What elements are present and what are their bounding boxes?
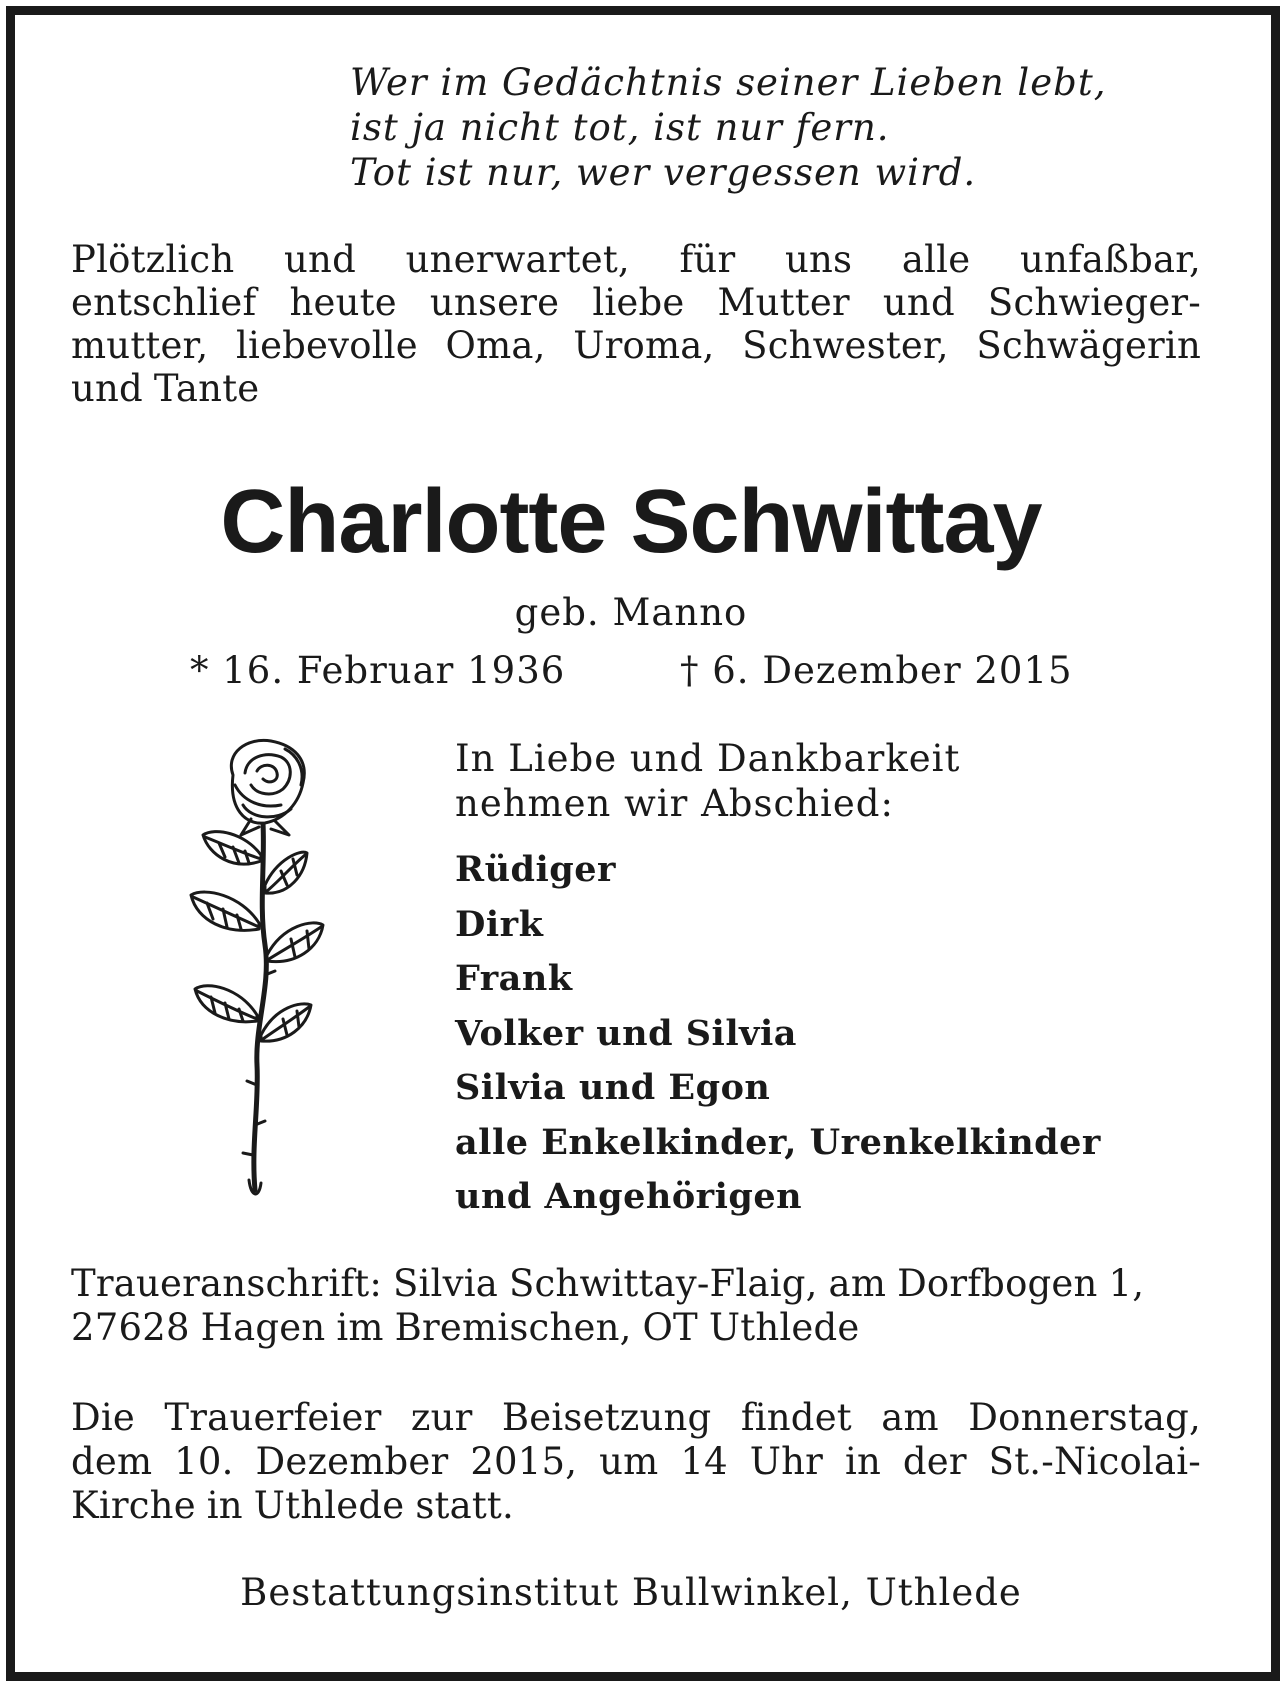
funeral-ceremony-info	[71, 1396, 1201, 1528]
death-date: † 6. Dezember 2015	[680, 649, 1073, 692]
mourner-name: Silvia und Egon	[455, 1067, 771, 1108]
address-line: 27628 Hagen im Bremischen, OT Uthlede	[71, 1306, 860, 1349]
mourner-name: Frank	[455, 958, 573, 999]
intro-paragraph	[71, 238, 1201, 410]
quote-line: Wer im Gedächtnis seiner Lieben lebt,	[350, 61, 1107, 104]
intro-line: Plötzlich und unerwartet, für uns alle unfaßbar,	[71, 238, 1201, 281]
mourner-name: alle Enkelkinder, Urenkelkinder	[455, 1121, 1101, 1163]
mourners-list	[455, 843, 1101, 1225]
mourner-name: und Angehörigen	[455, 1176, 803, 1217]
farewell-line: In Liebe und Dankbarkeit	[455, 737, 961, 780]
rose-icon	[185, 735, 345, 1205]
farewell-line: nehmen wir Abschied:	[455, 782, 894, 825]
quote-line: Tot ist nur, wer vergessen wird.	[350, 151, 977, 194]
ceremony-line: dem 10. Dezember 2015, um 14 Uhr in der St.-Nicolai-	[71, 1440, 1201, 1483]
maiden-name: geb. Manno	[514, 591, 748, 634]
ceremony-line: Kirche in Uthlede statt.	[71, 1484, 514, 1527]
farewell-text	[455, 736, 960, 826]
intro-line: mutter, liebevolle Oma, Uroma, Schwester, Schwägerin	[71, 324, 1201, 367]
mourner-name: Rüdiger	[455, 849, 616, 890]
address-line: Traueranschrift: Silvia Schwittay-Flaig, am Dorfbogen 1,	[71, 1262, 1145, 1305]
mourning-address	[71, 1262, 1201, 1350]
quote-line: ist ja nicht tot, ist nur fern.	[350, 106, 890, 149]
mourner-name: Dirk	[455, 903, 544, 945]
mourner-name: Volker und Silvia	[455, 1012, 797, 1054]
ceremony-line: Die Trauerfeier zur Beisetzung findet am Donnerstag,	[71, 1396, 1201, 1439]
intro-line: und Tante	[71, 367, 260, 410]
funeral-home: Bestattungsinstitut Bullwinkel, Uthlede	[240, 1571, 1022, 1614]
intro-line: entschlief heute unsere liebe Mutter und Schwieger-	[71, 281, 1201, 324]
deceased-name: Charlotte Schwittay	[220, 472, 1042, 572]
birth-date: * 16. Februar 1936	[190, 649, 566, 692]
memorial-quote	[350, 60, 1106, 195]
